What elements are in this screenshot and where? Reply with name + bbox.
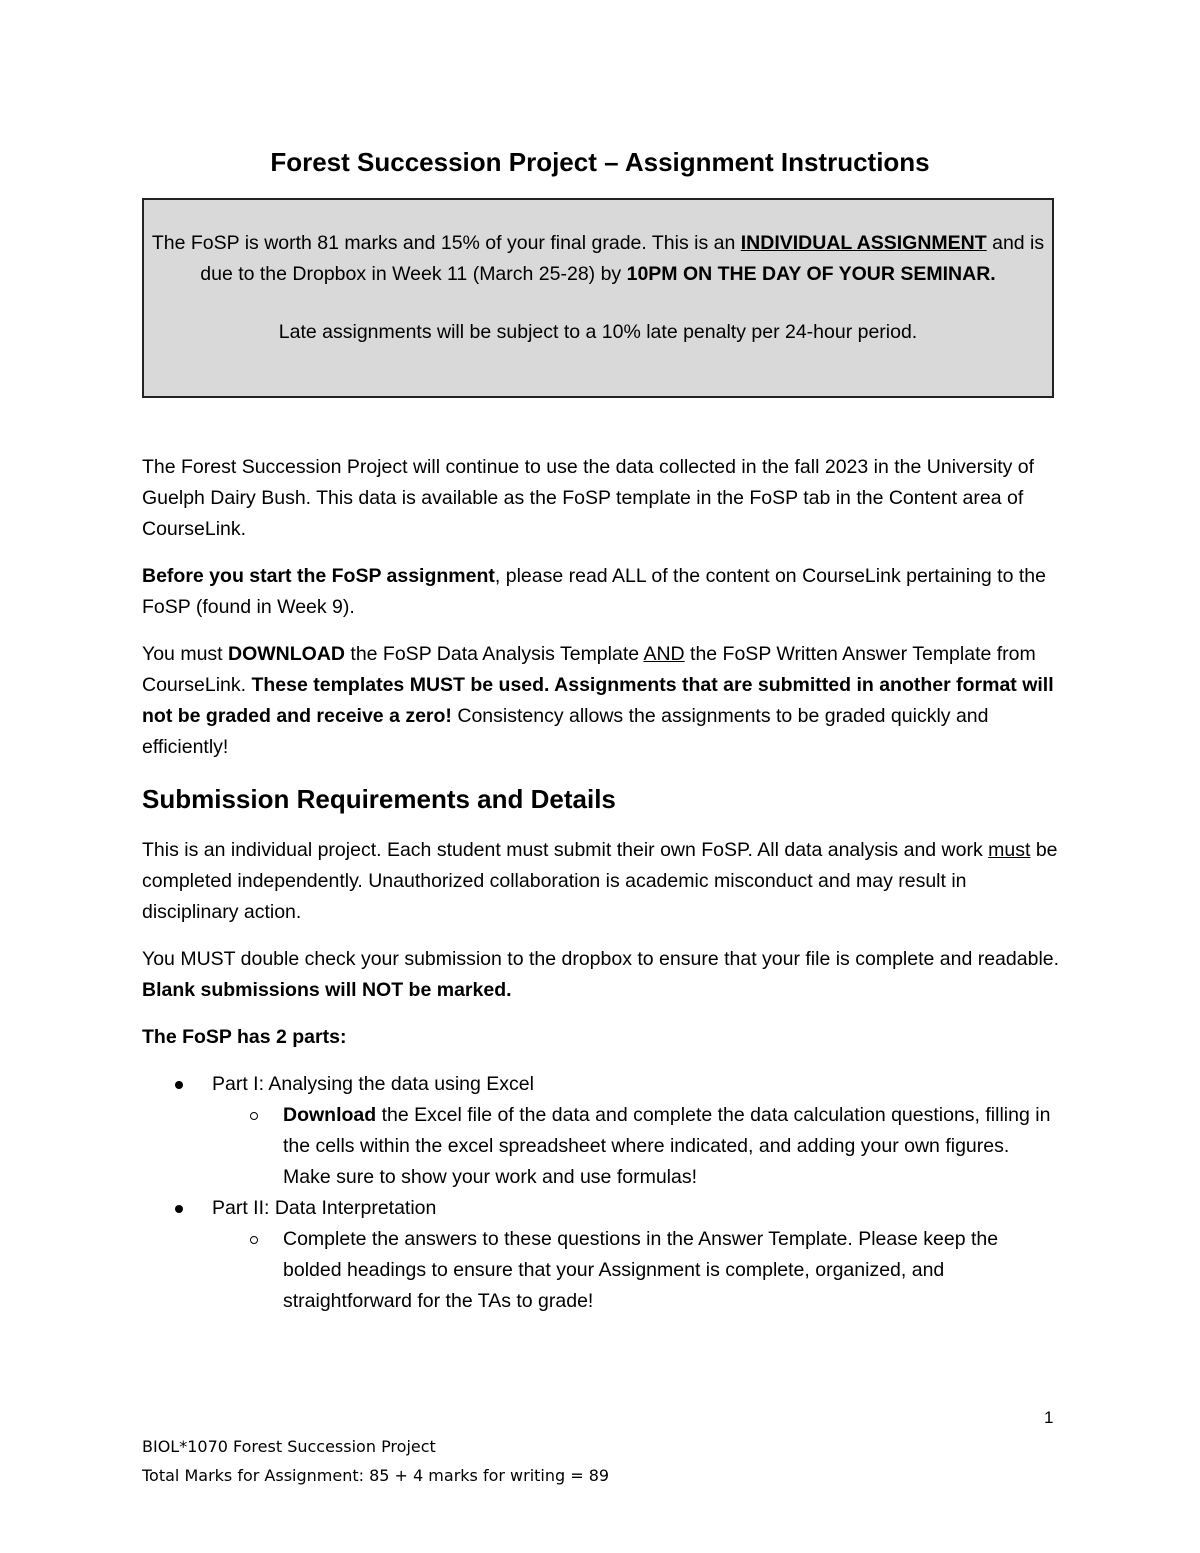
page-number: 1 (1044, 1408, 1054, 1427)
double-check-paragraph: You MUST double check your submission to the dropbox to ensure that your file is complete and readable. Blank submissions will NOT be marked. (142, 948, 1060, 1001)
before-start-paragraph: Before you start the FoSP assignment, please read ALL of the content on CourseLink pertaining to the FoSP (found in Week 9). (142, 565, 1046, 618)
footer-course: BIOL*1070 Forest Succession Project (142, 1437, 436, 1456)
intro-paragraph: The Forest Succession Project will continue to use the data collected in the fall 2023 in the University of Guelph Dairy Bush. This data is available as the FoSP template in the FoSP tab in the Content area of CourseLink. (142, 456, 1035, 540)
list-item: Part II: Data Interpretation (142, 1193, 1060, 1224)
notice-box (142, 198, 1054, 398)
list-subitem: Download the Excel file of the data and complete the data calculation questions, filling in the cells within the excel spreadsheet where indicated, and adding your own figures. Make sure to show your work and use formulas! (142, 1100, 1060, 1193)
parts-heading: The FoSP has 2 parts: (142, 1026, 347, 1048)
notice-line-1: The FoSP is worth 81 marks and 15% of your final grade. This is an INDIVIDUAL ASSIGNMENT and is due to the Dropbox in Week 11 (March 25-28) by 10PM ON THE DAY OF YOUR SEMINAR. (151, 232, 1045, 285)
hollow-bullet-icon (250, 1236, 258, 1244)
list-item: Part I: Analysing the data using Excel (142, 1069, 1060, 1100)
list-subitem: Complete the answers to these questions in the Answer Template. Please keep the bolded headings to ensure that your Assignment is complete, organized, and straightforward for the TAs to grade! (142, 1224, 1060, 1317)
document-title: Forest Succession Project – Assignment Instructions (270, 147, 930, 177)
page-footer (142, 1432, 609, 1490)
bullet-icon (175, 1081, 183, 1089)
download-paragraph: You must DOWNLOAD the FoSP Data Analysis Template AND the FoSP Written Answer Template from CourseLink. These templates MUST be used. Assignments that are submitted in another format will not be graded and receive a zero! Consistency allows the assignments to be graded quickly and efficiently! (142, 643, 1054, 758)
section-heading: Submission Requirements and Details (142, 784, 616, 814)
footer-total-marks: Total Marks for Assignment: 85 + 4 marks for writing = 89 (142, 1466, 610, 1485)
individual-project-paragraph: This is an individual project. Each student must submit their own FoSP. All data analysis and work must be completed independently. Unauthorized collaboration is academic misconduct and may result in disciplinary action. (142, 839, 1058, 923)
notice-line-2: Late assignments will be subject to a 10% late penalty per 24-hour period. (278, 321, 918, 343)
parts-list (142, 1069, 1060, 1317)
hollow-bullet-icon (250, 1112, 258, 1120)
bullet-icon (175, 1205, 183, 1213)
